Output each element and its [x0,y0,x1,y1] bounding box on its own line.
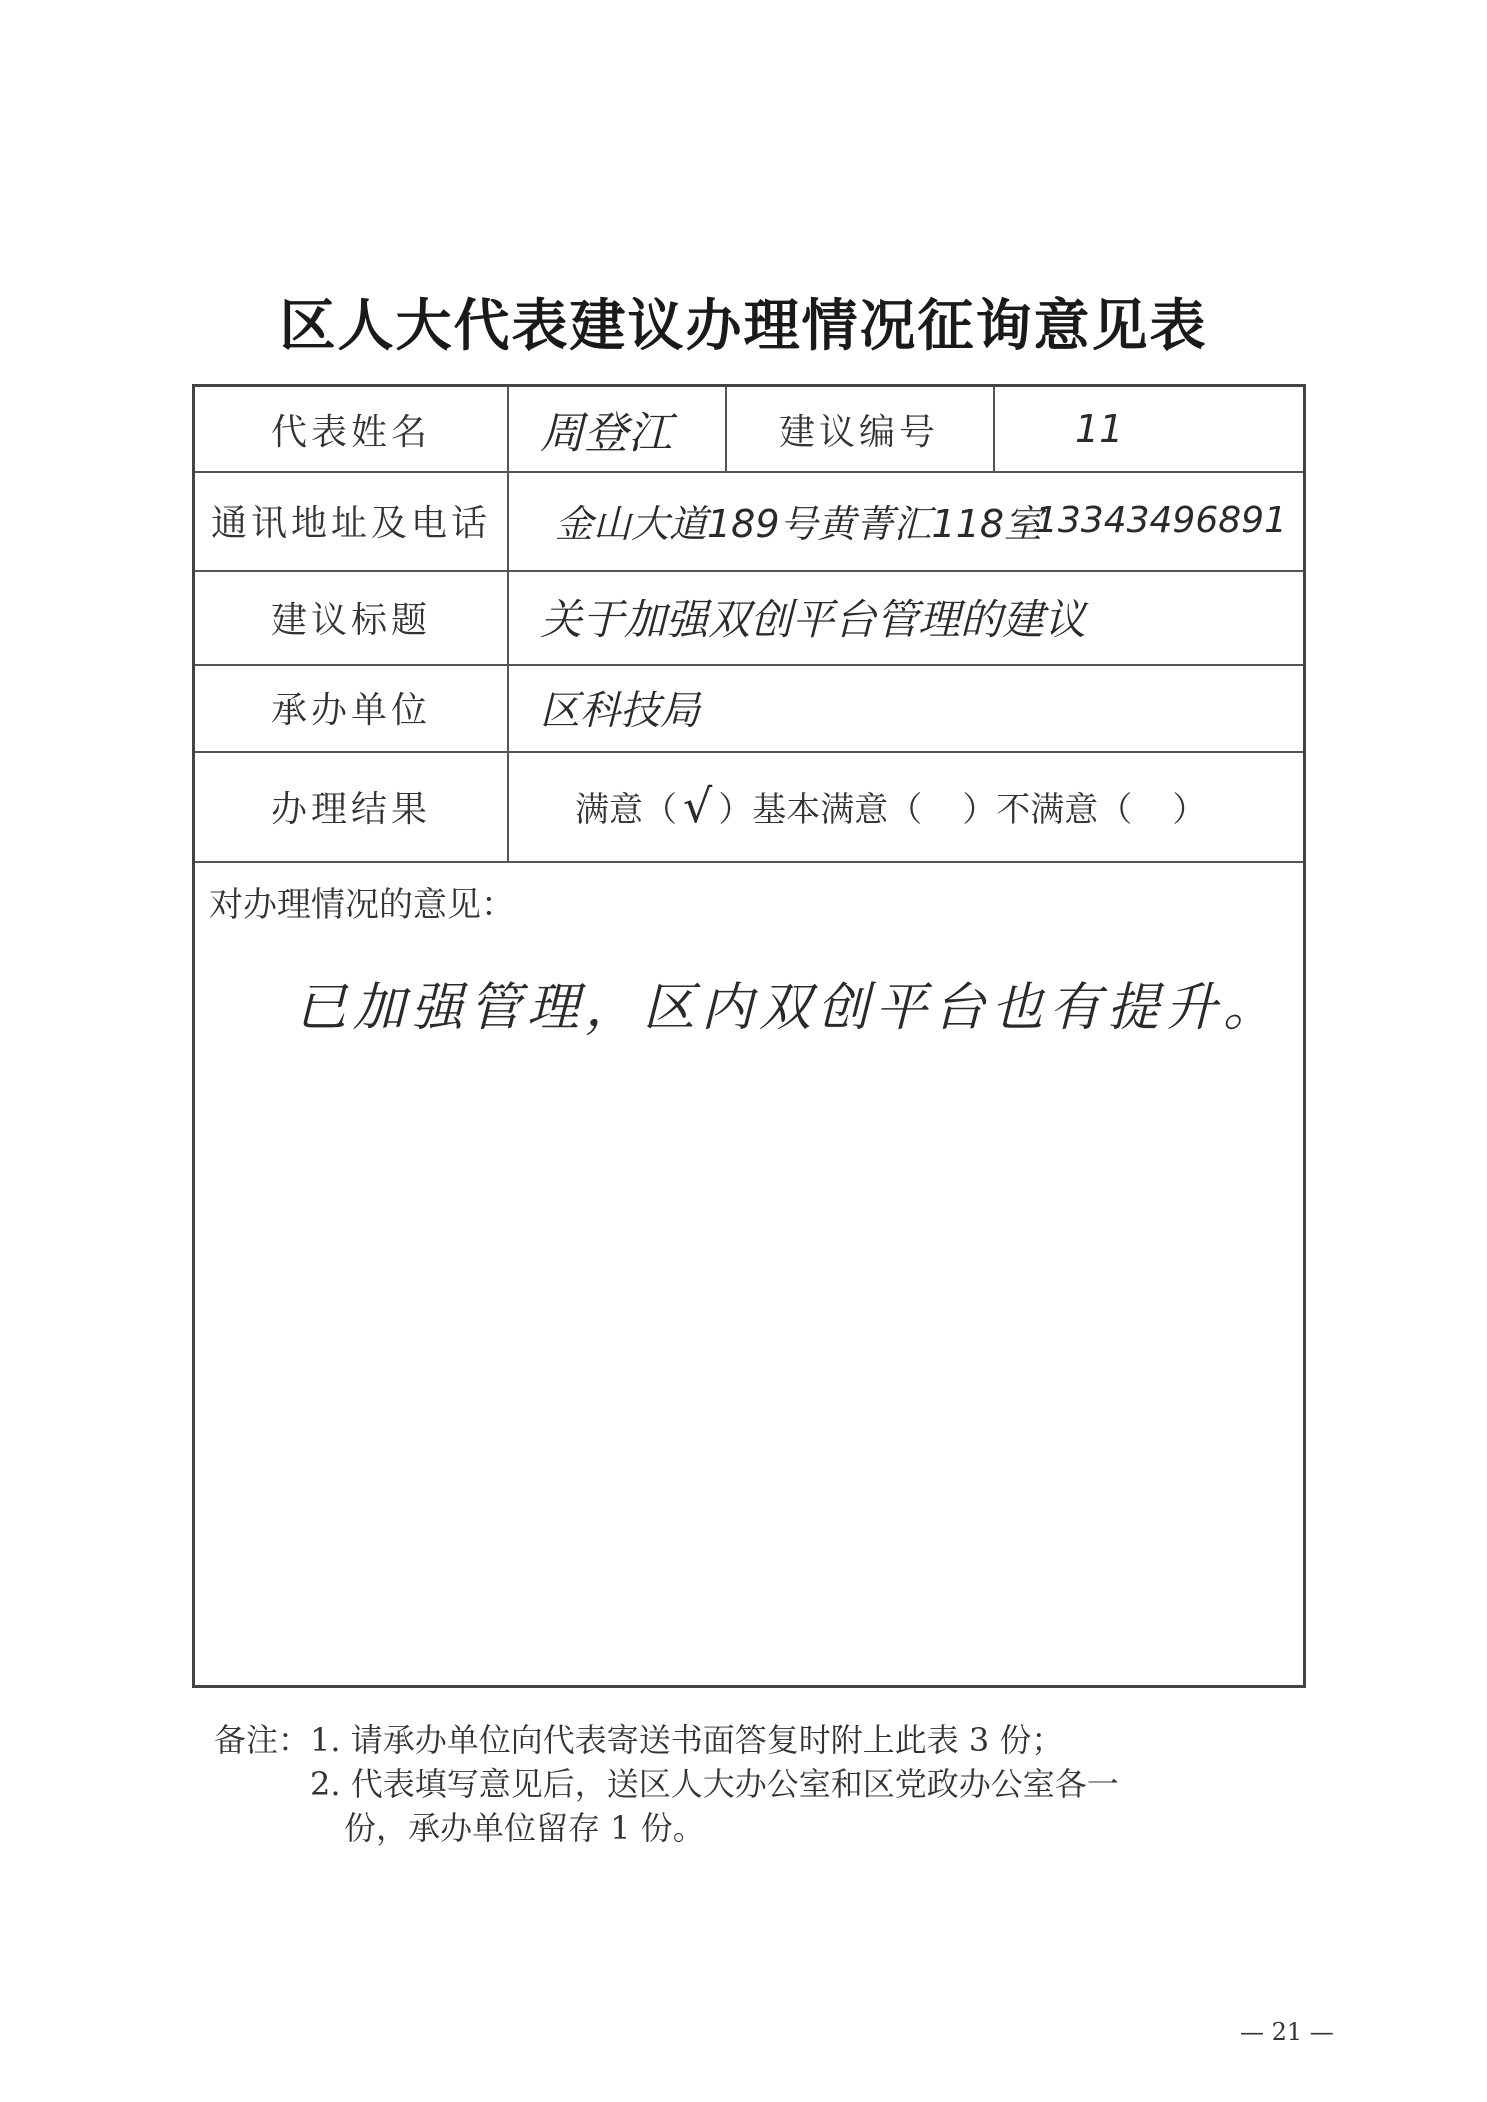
proposal-no-label: 建议编号 [778,411,939,453]
note-line-3: 份，承办单位留存 1 份。 [344,1809,705,1847]
row-divider [195,861,1303,863]
phone-value: 13343496891 [1035,500,1287,541]
check-mark-icon: √ [683,779,713,833]
name-label: 代表姓名 [270,411,431,453]
form-title: 区人大代表建议办理情况征询意见表 [279,293,1208,359]
name-value: 周登江 [540,408,672,459]
column-divider [993,387,995,471]
subject-value: 关于加强双创平台管理的建议 [540,595,1087,644]
result-basic: ）基本满意（ [718,789,923,830]
dept-label: 承办单位 [270,690,431,731]
result-end: ） [1172,789,1207,830]
page-number: — 21 — [1240,2018,1334,2046]
note-line-2: 2. 代表填写意见后，送区人大办公室和区党政办公室各一 [310,1765,1119,1803]
column-divider [507,387,509,861]
feedback-form-table [192,384,1306,1688]
opinion-label: 对办理情况的意见： [209,885,515,925]
dept-value: 区科技局 [540,688,700,734]
subject-label: 建议标题 [270,599,431,641]
address-value: 金山大道189号黄菁汇118室 [555,502,1043,546]
contact-label: 通讯地址及电话 [210,503,491,544]
opinion-value: 已加强管理，区内双创平台也有提升。 [295,977,1282,1038]
notes [214,1718,1119,1850]
result-options [575,751,1206,861]
result-not: ）不满意（ [962,789,1133,830]
result-label: 办理结果 [270,788,431,830]
proposal-no-value: 11 [1075,407,1124,451]
note-line-1: 备注：1. 请承办单位向代表寄送书面答复时附上此表 3 份； [214,1721,1064,1759]
result-satisfied: 满意（ [575,789,677,830]
